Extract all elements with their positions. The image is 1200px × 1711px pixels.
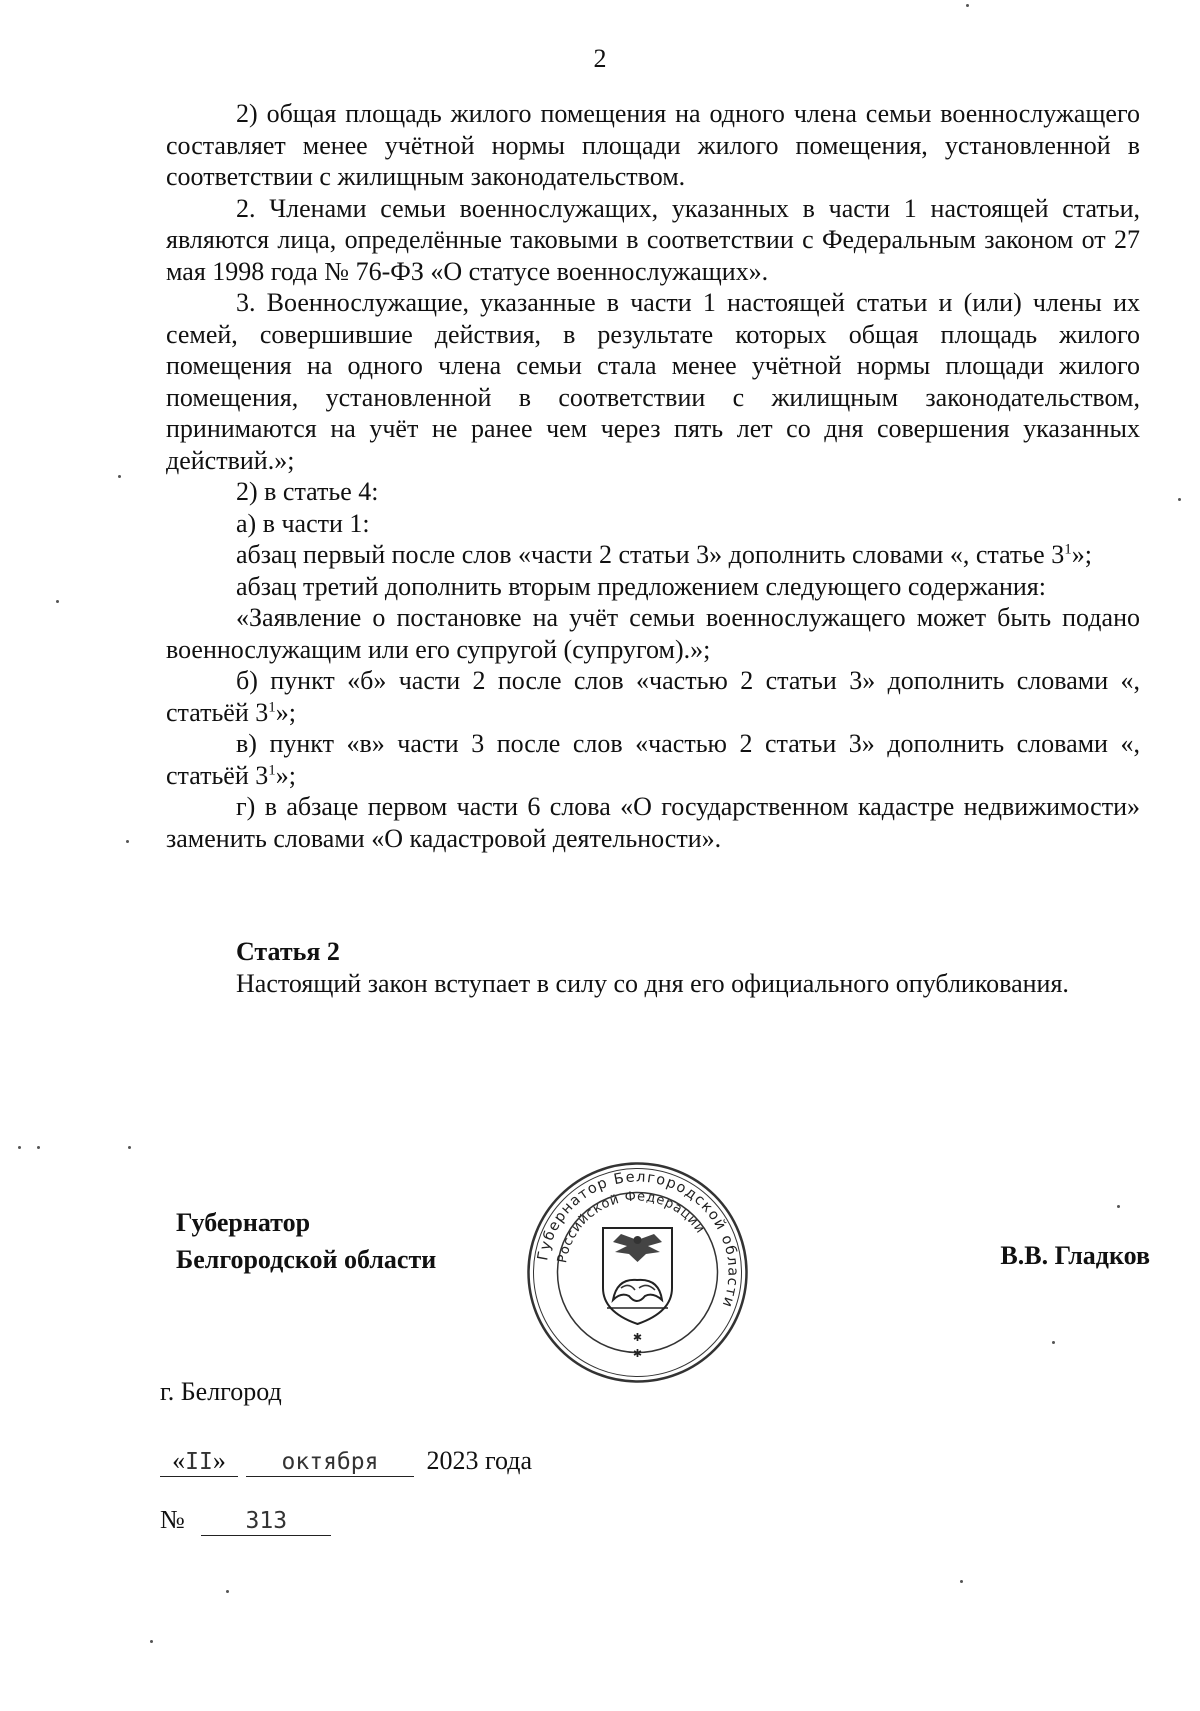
paragraph-6-superscript: 1	[1064, 541, 1072, 558]
number-value: 313	[245, 1508, 288, 1534]
scan-speck	[18, 1146, 21, 1149]
scan-speck	[126, 840, 129, 843]
scan-speck	[56, 600, 59, 603]
paragraph-3: 3. Военнослужащие, указанные в части 1 настоящей статьи и (или) члены их семей, совершившие действия, в результате которых общая площадь жилого помещения на одного члена семьи стала менее учётной нормы площади жилого помещения, установленной в соответствии с жилищным законодательством, принимаются на учёт не ранее чем через пять лет со дня совершения указанных действий.»;	[166, 288, 1140, 475]
paragraph-7: абзац третий дополнить вторым предложением следующего содержания:	[236, 571, 1046, 601]
date-day: II	[185, 1449, 213, 1475]
law-number	[160, 1505, 331, 1536]
paragraph-11: г) в абзаце первом части 6 слова «О государственном кадастре недвижимости» заменить словами «О кадастровой деятельности».	[166, 792, 1140, 853]
paragraph-6-text: абзац первый после слов «части 2 статьи 3» дополнить словами «, статье 3	[236, 540, 1065, 569]
scan-speck	[1178, 498, 1181, 501]
paragraph-5: а) в части 1:	[236, 508, 370, 538]
signatory-name: В.В. Гладков	[1000, 1241, 1150, 1270]
paragraph-9-superscript: 1	[268, 698, 276, 715]
article-text: Настоящий закон вступает в силу со дня его официального опубликования.	[236, 968, 1069, 998]
section-gap	[166, 854, 1140, 936]
signatory-title-line-1: Губернатор	[176, 1208, 311, 1237]
date-close-quote: »	[212, 1446, 226, 1475]
page-number: 2	[593, 44, 607, 73]
paragraph-6-end: »;	[1071, 540, 1092, 569]
coat-of-arms-icon	[603, 1228, 672, 1324]
paragraph-9-text: б) пункт «б» части 2 после слов «частью 2 статьи 3» дополнить словами «, статьёй 3	[166, 666, 1140, 727]
paragraph-9-end: »;	[275, 697, 296, 727]
scan-speck	[128, 1146, 131, 1149]
scan-speck	[1117, 1205, 1120, 1208]
scan-speck	[1052, 1341, 1055, 1344]
paragraph-10-superscript: 1	[268, 761, 276, 778]
paragraph-2: 2. Членами семьи военнослужащих, указанных в части 1 настоящей статьи, являются лица, определённые таковыми в соответствии с Федеральным законом от 27 мая 1998 года № 76-ФЗ «О статусе военнослужащих».	[166, 193, 1140, 286]
official-seal	[525, 1160, 750, 1385]
scan-speck	[966, 4, 969, 7]
paragraph-1: 2) общая площадь жилого помещения на одного члена семьи военнослужащего составляет менее учётной нормы площади жилого помещения, установленной в соответствии с жилищным законодательством.	[166, 99, 1140, 191]
scan-speck	[37, 1146, 40, 1149]
seal-inner-text: Российской Федерации	[555, 1189, 708, 1265]
scan-speck	[150, 1640, 153, 1643]
date-year: 2023 года	[426, 1446, 533, 1475]
seal-star-icon: ✱	[632, 1331, 643, 1344]
signatory-title	[176, 1204, 436, 1278]
signing-date	[160, 1446, 532, 1477]
place-of-signing: г. Белгород	[160, 1377, 282, 1406]
signatory-title-line-2: Белгородской области	[176, 1245, 437, 1274]
seal-star-icon: ✱	[632, 1347, 643, 1360]
date-month-field	[246, 1446, 414, 1477]
article-heading: Статья 2	[236, 937, 340, 966]
paragraph-8: «Заявление о постановке на учёт семьи военнослужащего может быть подано военнослужащим или его супругой (супругом).»;	[166, 603, 1140, 664]
number-field	[201, 1505, 331, 1536]
paragraph-6	[166, 539, 1140, 571]
scan-speck	[960, 1580, 963, 1583]
paragraph-10-text: в) пункт «в» части 3 после слов «частью 2 статьи 3» дополнить словами «, статьёй 3	[166, 729, 1140, 790]
seal-outer-text: Губернатор Белгородской области	[535, 1169, 741, 1311]
scan-speck	[118, 475, 121, 478]
date-month: октября	[281, 1449, 379, 1475]
number-sign: №	[160, 1505, 185, 1534]
paragraph-10-end: »;	[275, 760, 296, 790]
paragraph-10	[166, 728, 1140, 791]
document-body	[166, 98, 1140, 999]
paragraph-9	[166, 665, 1140, 728]
paragraph-4: 2) в статье 4:	[236, 477, 379, 506]
date-day-field	[160, 1446, 238, 1477]
scan-speck	[226, 1590, 229, 1593]
date-open-quote: «	[172, 1446, 186, 1475]
